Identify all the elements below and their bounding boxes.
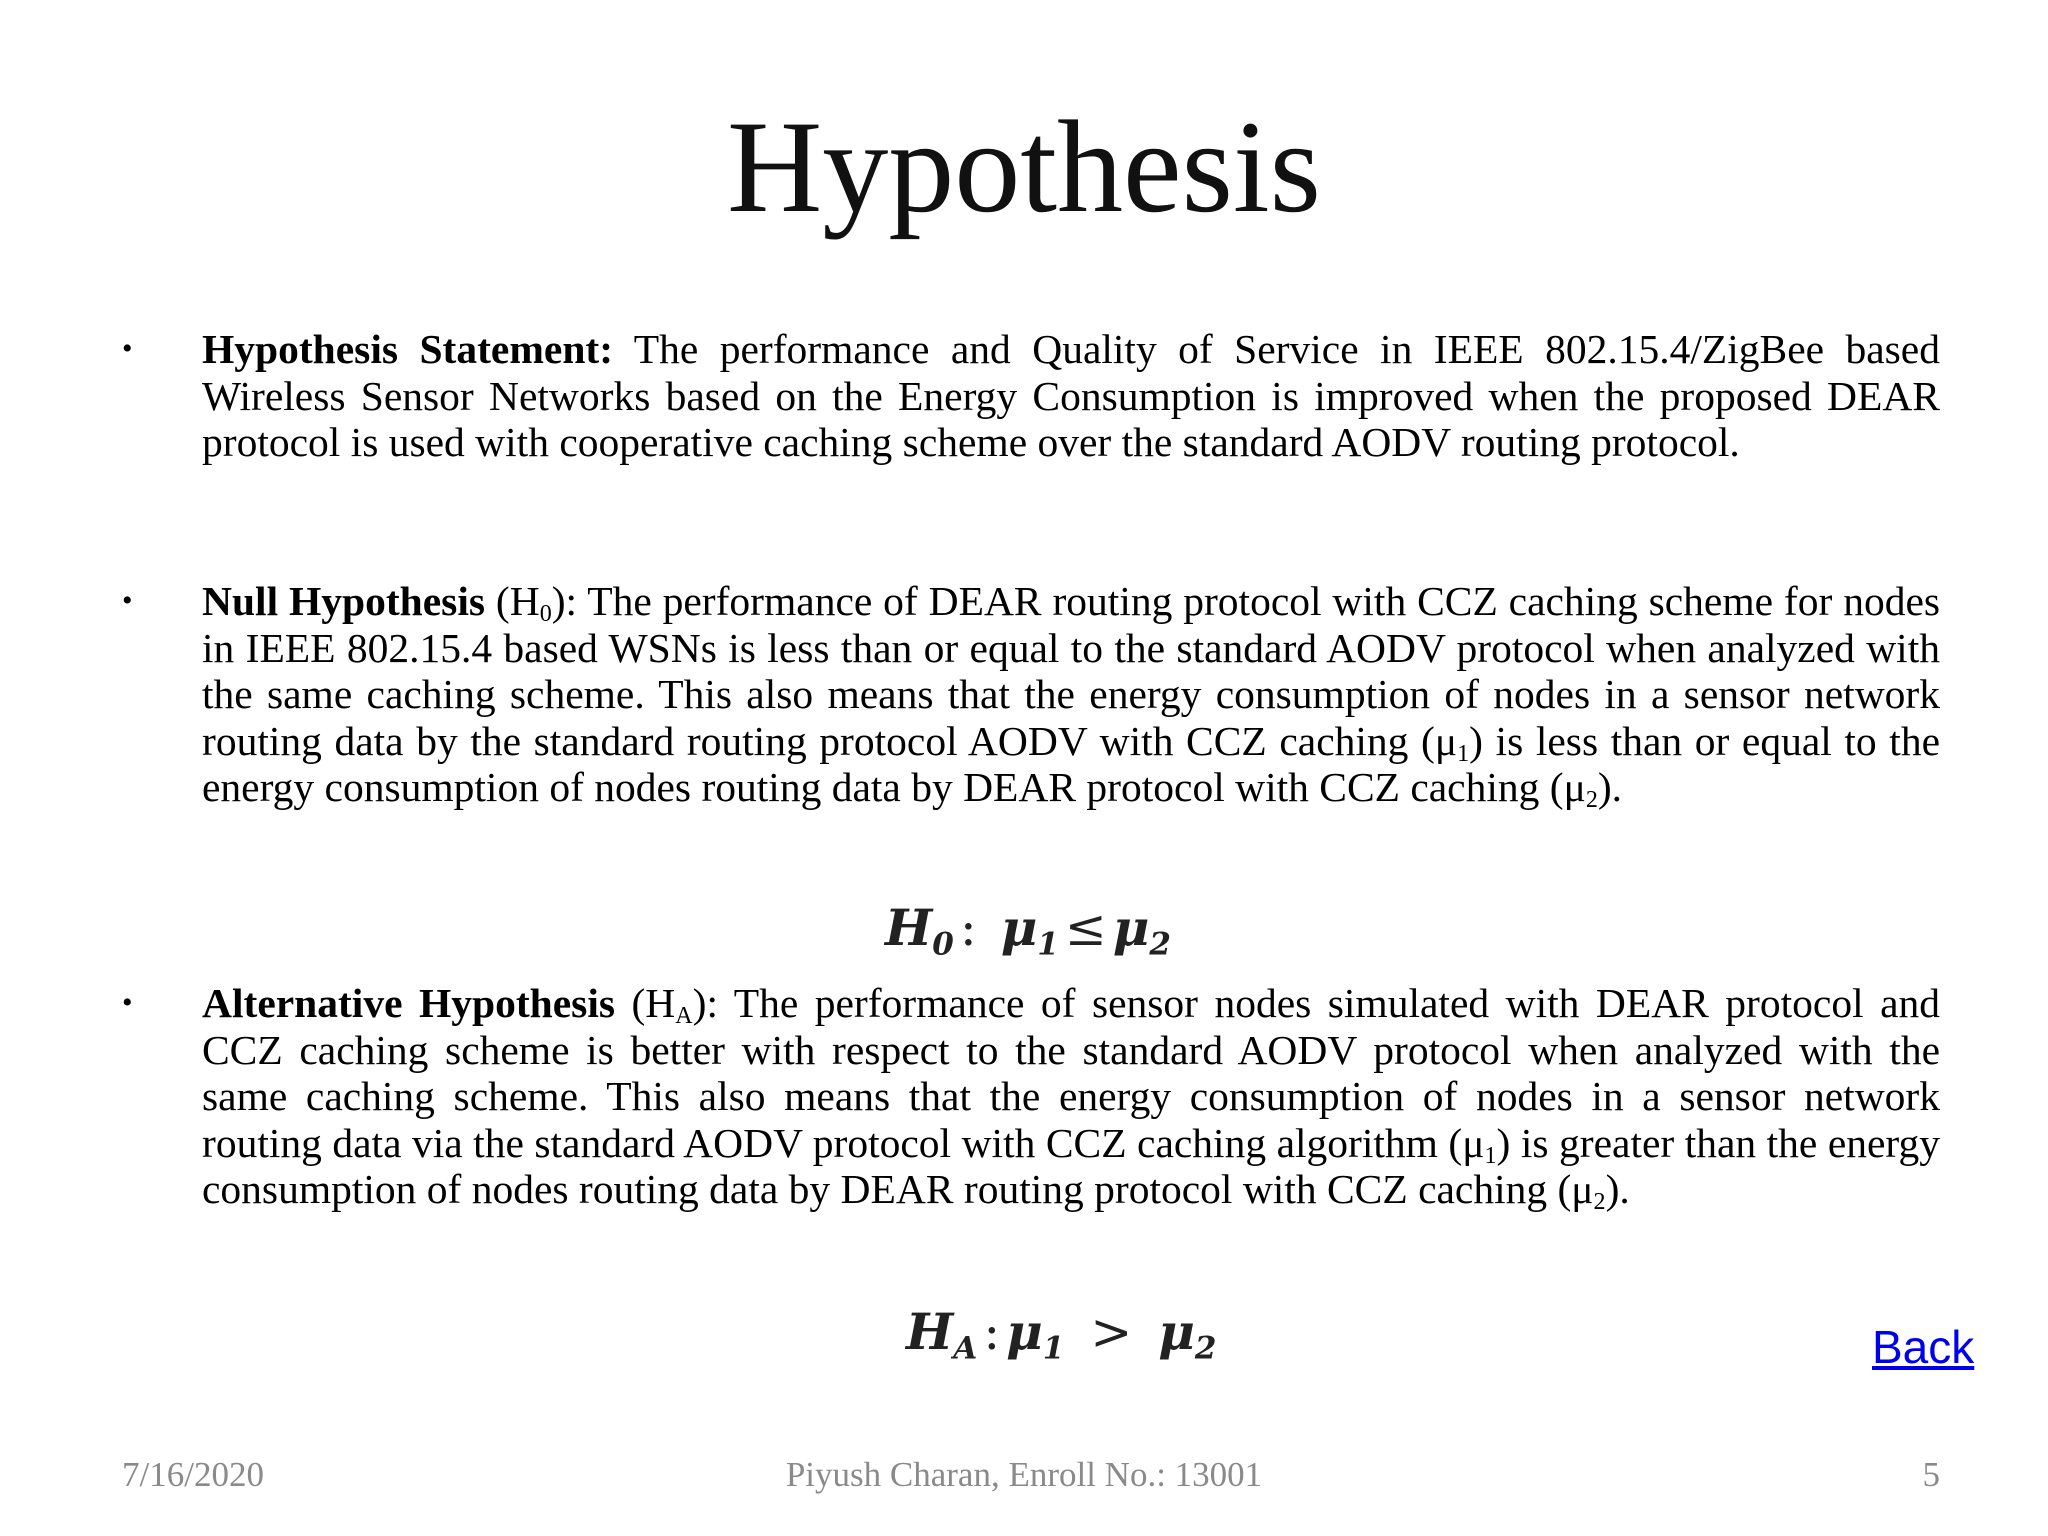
formula-alternative-hypothesis xyxy=(906,1302,1217,1367)
formula-mu-1-subscript: 1 xyxy=(1037,926,1059,963)
back-link[interactable]: Back xyxy=(1872,1321,1975,1373)
hypothesis-statement-text xyxy=(202,326,1940,466)
bullet-paren: (H xyxy=(485,578,540,624)
formula-colon: : xyxy=(959,899,977,957)
formula-colon: : xyxy=(983,1303,1001,1361)
formula-relation: ≤ xyxy=(1064,899,1107,957)
formula-mu-1: μ xyxy=(1000,898,1038,957)
bullet-marker: • xyxy=(122,332,133,365)
alternative-hypothesis-text xyxy=(202,980,1940,1216)
bullet-label: Null Hypothesis xyxy=(202,578,486,624)
subscript: 2 xyxy=(1585,787,1598,814)
formula-mu-2-subscript: 2 xyxy=(1149,926,1171,963)
bullet-label: Hypothesis Statement: xyxy=(202,326,614,372)
subscript: 1 xyxy=(1457,740,1470,767)
formula-h: H xyxy=(906,1302,954,1361)
subscript: 0 xyxy=(539,601,552,628)
formula-mu-1: μ xyxy=(1006,1302,1043,1361)
formula-relation: > xyxy=(1090,1303,1133,1361)
bullet-body: ). xyxy=(1597,764,1623,810)
subscript: 2 xyxy=(1593,1189,1606,1216)
null-hypothesis-text xyxy=(202,578,1941,814)
formula-mu-2: μ xyxy=(1112,898,1150,957)
footer-date: 7/16/2020 xyxy=(122,1455,264,1494)
formula-mu-2-subscript: 2 xyxy=(1194,1330,1217,1367)
formula-h-subscript: A xyxy=(953,1330,978,1367)
subscript: A xyxy=(675,1003,693,1030)
bullet-body: ). xyxy=(1605,1166,1630,1212)
footer-page-number: 5 xyxy=(1922,1455,1940,1494)
bullet-body: ): The performance of sensor nodes simulated with DEAR protocol and CCZ caching scheme is better with respect to the standard AODV protocol when analyzed with the same caching scheme. This also means that the energy consumption of nodes in a sensor network routing data via the standard AODV protocol with CCZ caching algorithm (μ xyxy=(202,980,1940,1166)
footer-author: Piyush Charan, Enroll No.: 13001 xyxy=(785,1455,1263,1494)
bullet-marker: • xyxy=(122,584,133,617)
bullet-label: Alternative Hypothesis xyxy=(202,980,615,1026)
formula-h-subscript: 0 xyxy=(932,926,954,963)
formula-h: H xyxy=(885,898,933,957)
bullet-body: ) is greater than the energy consumption of nodes routing data by DEAR routing protocol with CCZ caching (μ xyxy=(202,1119,1940,1212)
subscript: 1 xyxy=(1484,1142,1497,1169)
formula-null-hypothesis xyxy=(885,898,1171,963)
formula-mu-2: μ xyxy=(1158,1302,1195,1361)
bullet-body: The performance and Quality of Service in IEEE 802.15.4/ZigBee based Wireless Sensor Networks based on the Energy Consumption is improved when the proposed DEAR protocol is used with cooperative caching scheme over the standard AODV routing protocol. xyxy=(202,326,1940,465)
slide-title: Hypothesis xyxy=(727,93,1321,240)
formula-mu-1-subscript: 1 xyxy=(1042,1330,1065,1367)
bullet-marker: • xyxy=(122,986,133,1019)
bullet-paren: (H xyxy=(615,980,676,1026)
bullet-body: ) is less than or equal to the energy consumption of nodes routing data by DEAR protocol with CCZ caching (μ xyxy=(202,717,1940,810)
bullet-body: ): The performance of DEAR routing protocol with CCZ caching scheme for nodes in IEEE 802.15.4 based WSNs is less than or equal to the standard AODV protocol when analyzed with the same caching scheme. This also means that the energy consumption of nodes in a sensor network routing data by the standard routing protocol AODV with CCZ caching (μ xyxy=(202,578,1941,764)
